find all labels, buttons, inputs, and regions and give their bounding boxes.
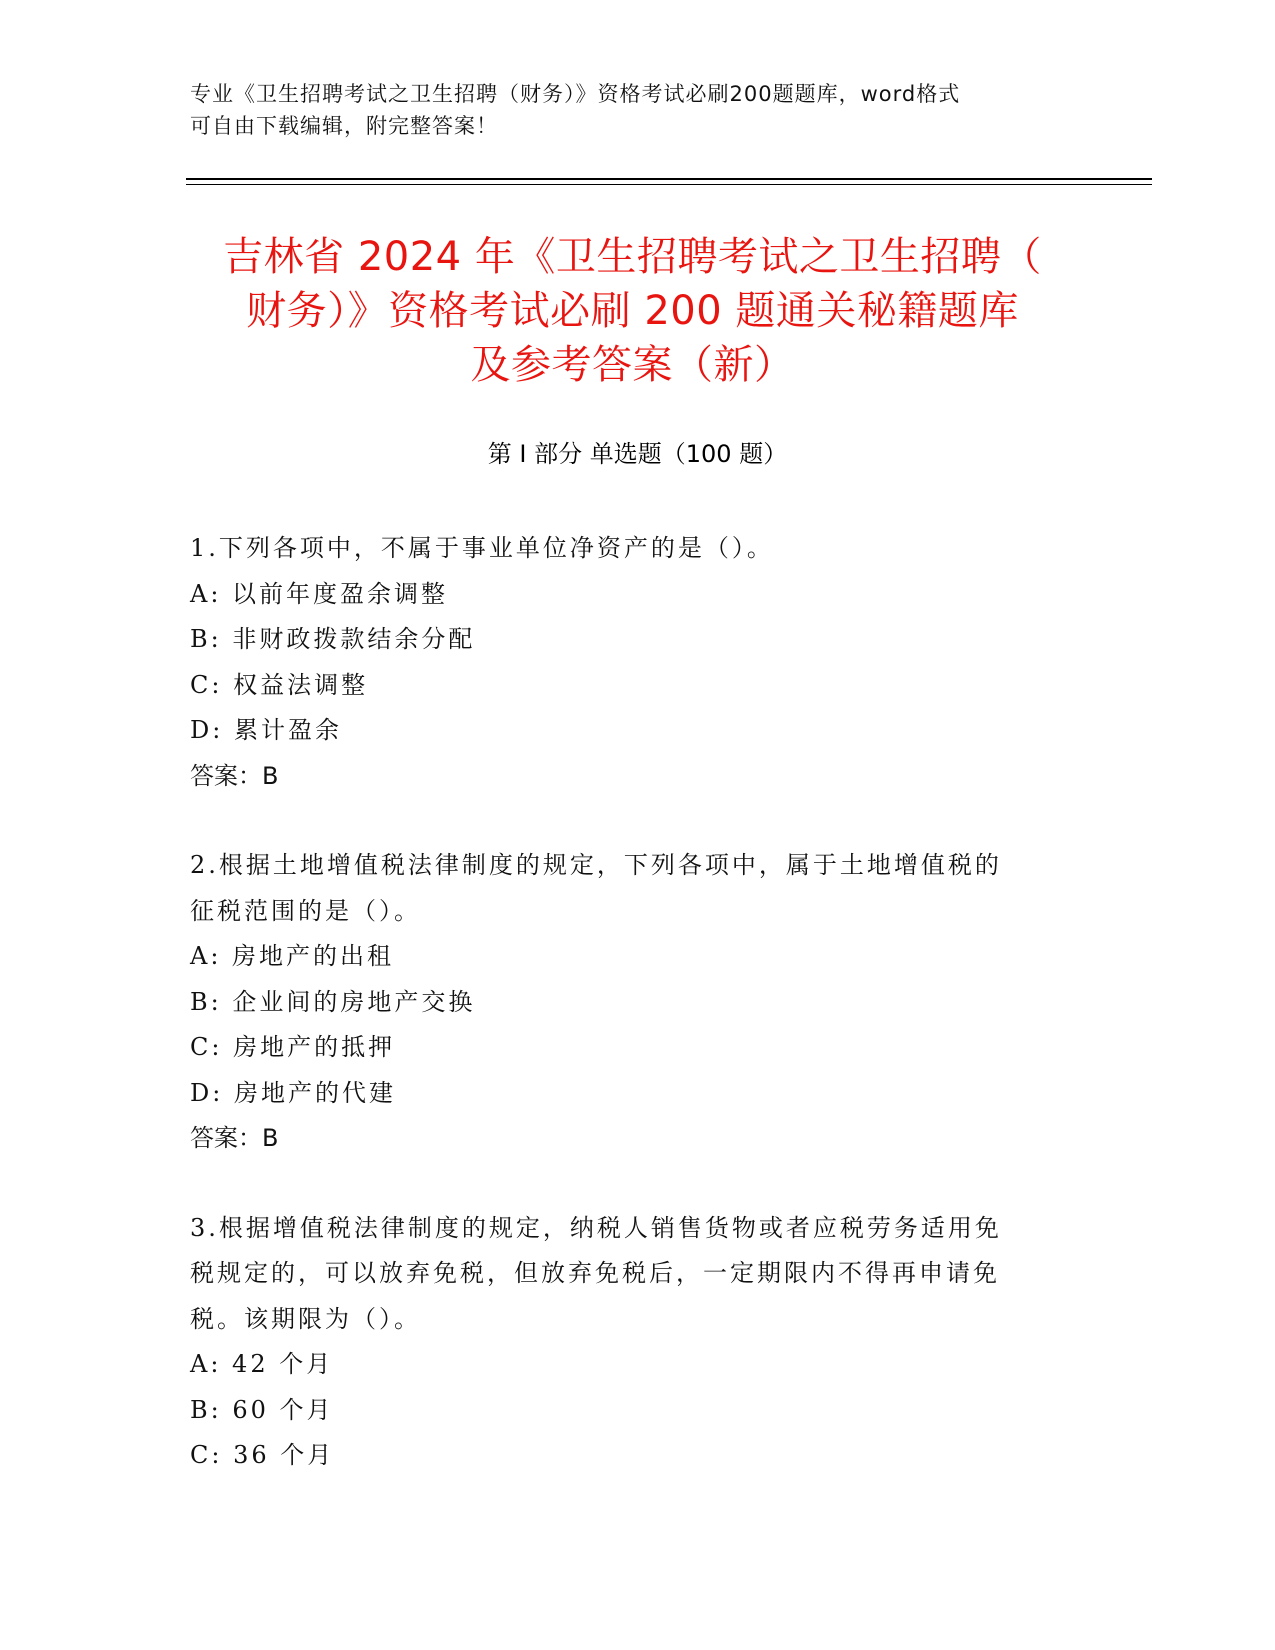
question-stem: 1.下列各项中，不属于事业单位净资产的是（）。	[190, 534, 774, 562]
answer-text: 答案：B	[190, 1124, 279, 1152]
option-c: C: 权益法调整	[190, 670, 369, 699]
option-d: D: 房地产的代建	[190, 1078, 396, 1107]
question-stem: 税规定的，可以放弃免税，但放弃免税后，一定期限内不得再申请免	[190, 1259, 1000, 1287]
header-rule-thick	[186, 178, 1152, 180]
header-note	[190, 78, 1090, 142]
question-item	[190, 1206, 1070, 1479]
question-stem: 2.根据土地增值税法律制度的规定，下列各项中，属于土地增值税的	[190, 851, 1002, 879]
header-note-line-2: 可自由下载编辑，附完整答案！	[190, 114, 498, 138]
question-item	[190, 843, 1070, 1162]
option-a: A: 42 个月	[190, 1350, 334, 1378]
option-b: B: 非财政拨款结余分配	[190, 625, 476, 653]
option-a: A: 房地产的出租	[190, 942, 395, 970]
title-line-3: 及参考答案（新）	[470, 342, 795, 388]
header-rule-thin	[186, 184, 1152, 185]
question-item	[190, 526, 1070, 799]
title-line-1: 吉林省 2024 年《卫生招聘考试之卫生招聘（	[223, 234, 1042, 280]
section-heading: 第 I 部分 单选题（100 题）	[487, 440, 788, 468]
question-stem: 征税范围的是（）。	[190, 896, 421, 925]
question-list	[190, 526, 1070, 1523]
option-c: C: 36 个月	[190, 1441, 335, 1469]
document-title	[180, 230, 1085, 392]
option-d: D: 累计盈余	[190, 716, 342, 744]
question-stem: 税。该期限为（）。	[190, 1304, 421, 1333]
option-b: B: 企业间的房地产交换	[190, 987, 476, 1016]
option-b: B: 60 个月	[190, 1395, 334, 1424]
header-note-line-1: 专业《卫生招聘考试之卫生招聘（财务）》资格考试必刷200题题库，word格式	[190, 82, 961, 106]
answer-text: 答案：B	[190, 761, 279, 790]
question-stem: 3.根据增值税法律制度的规定，纳税人销售货物或者应税劳务适用免	[190, 1213, 1002, 1242]
title-line-2: 财务）》资格考试必刷 200 题通关秘籍题库	[246, 288, 1019, 334]
option-a: A: 以前年度盈余调整	[190, 579, 449, 608]
option-c: C: 房地产的抵押	[190, 1033, 396, 1061]
